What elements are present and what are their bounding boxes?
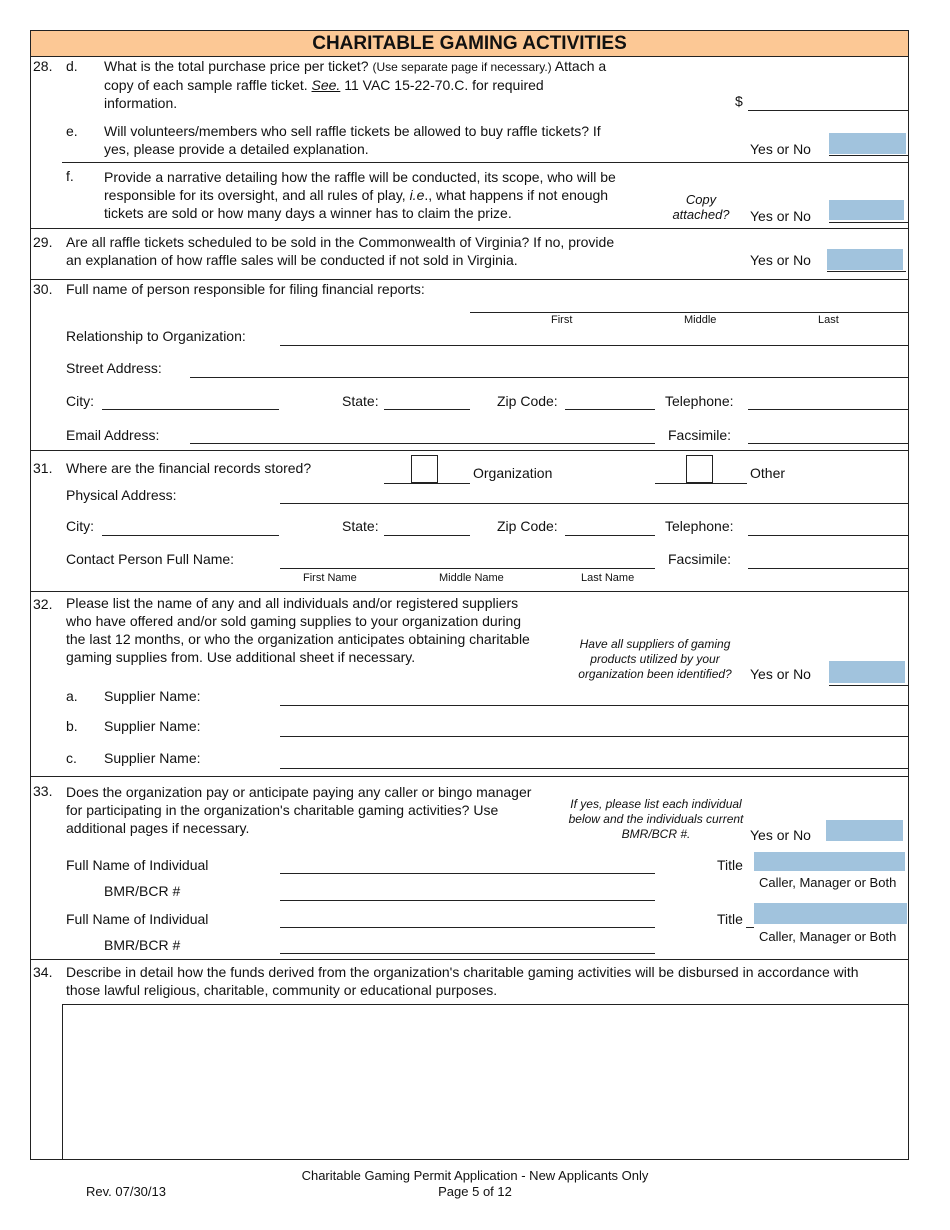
q31-number: 31.: [33, 460, 53, 476]
q28-number: 28.: [33, 58, 53, 74]
q31-facsimile-input[interactable]: [748, 568, 908, 569]
first-name-caption: First Name: [303, 572, 357, 584]
q29-yes-no-label: Yes or No: [750, 252, 811, 268]
zip-input[interactable]: [565, 409, 655, 410]
q28e-underline: [829, 155, 908, 156]
individual-2-input[interactable]: [280, 927, 655, 928]
divider: [30, 959, 909, 960]
supplier-a-letter: a.: [66, 688, 78, 704]
bmr-1-label: BMR/BCR #: [104, 883, 181, 899]
q32-question: Please list the name of any and all individuals and/or registered suppliers who have offered and/or sold gaming supplies to your organization during the last 12 months, or who the organization anticipates obtaining charitable gaming supplies from. Use additional sheet if necessary.: [66, 595, 530, 665]
q34-answer-box[interactable]: [62, 1004, 909, 1160]
state-label: State:: [342, 393, 379, 409]
q32-yes-no-label: Yes or No: [750, 666, 811, 682]
q31-state-label: State:: [342, 518, 379, 534]
individual-1-label: Full Name of Individual: [66, 857, 209, 873]
q33-yes-no-field[interactable]: [826, 820, 903, 841]
q30-number: 30.: [33, 281, 53, 297]
organization-underline: [384, 483, 470, 484]
q28e-question: Will volunteers/members who sell raffle tickets be allowed to buy raffle tickets? If yes, please provide a detailed explanation.: [104, 123, 601, 157]
q28e-yes-no-label: Yes or No: [750, 141, 811, 157]
zip-label: Zip Code:: [497, 393, 558, 409]
relationship-input[interactable]: [280, 345, 908, 346]
dollar-sign: $: [735, 93, 743, 109]
supplier-c-input[interactable]: [280, 768, 908, 769]
individual-2-label: Full Name of Individual: [66, 911, 209, 927]
last-name-caption: Last Name: [581, 572, 635, 584]
q28e-yes-no-field[interactable]: [829, 133, 906, 154]
q32-yes-no-field[interactable]: [829, 661, 905, 683]
q31-telephone-label: Telephone:: [665, 518, 734, 534]
q31-telephone-input[interactable]: [748, 535, 908, 536]
page-number: Page 5 of 12: [438, 1184, 512, 1199]
telephone-label: Telephone:: [665, 393, 734, 409]
q33-number: 33.: [33, 783, 53, 799]
q28f-yes-no-label: Yes or No: [750, 208, 811, 224]
q29-yes-no-field[interactable]: [827, 249, 903, 270]
q31-city-input[interactable]: [102, 535, 279, 536]
email-label: Email Address:: [66, 427, 160, 443]
first-caption: First: [551, 314, 573, 326]
organization-checkbox[interactable]: [411, 455, 438, 483]
middle-caption: Middle: [684, 314, 717, 326]
q32-underline: [829, 685, 908, 686]
bmr-2-input[interactable]: [280, 953, 655, 954]
physical-address-input[interactable]: [280, 503, 908, 504]
q28f-underline: [829, 222, 908, 223]
supplier-b-letter: b.: [66, 718, 78, 734]
facsimile-input[interactable]: [748, 443, 908, 444]
facsimile-label: Facsimile:: [668, 427, 732, 443]
title-1-label: Title: [717, 857, 743, 873]
supplier-a-label: Supplier Name:: [104, 688, 201, 704]
supplier-b-label: Supplier Name:: [104, 718, 201, 734]
responsible-name-input[interactable]: [470, 312, 908, 313]
city-label: City:: [66, 393, 94, 409]
q28e-letter: e.: [66, 123, 78, 139]
footer-title: Charitable Gaming Permit Application - New Applicants Only: [301, 1168, 649, 1183]
divider: [30, 450, 909, 451]
ticket-price-input[interactable]: [748, 110, 908, 111]
physical-address-label: Physical Address:: [66, 487, 177, 503]
middle-name-caption: Middle Name: [439, 572, 504, 584]
bmr-1-input[interactable]: [280, 900, 655, 901]
other-underline: [655, 483, 747, 484]
q31-zip-input[interactable]: [565, 535, 655, 536]
relationship-label: Relationship to Organization:: [66, 328, 246, 344]
copy-attached-note: Copy attached?: [672, 192, 730, 222]
title-1-field[interactable]: [754, 852, 905, 871]
q33-note: If yes, please list each individual below and the individuals current BMR/BCR #.: [568, 797, 744, 841]
other-checkbox[interactable]: [686, 455, 713, 483]
divider: [30, 228, 909, 229]
divider: [30, 591, 909, 592]
q31-city-label: City:: [66, 518, 94, 534]
q30-question: Full name of person responsible for filing financial reports:: [66, 281, 425, 297]
q28f-question: Provide a narrative detailing how the raffle will be conducted, its scope, who will be responsible for its oversight, and all rules of play, i.e., what happens if not enough tickets are sold or how many days a winner has to claim the prize.: [104, 169, 616, 221]
q28f-letter: f.: [66, 168, 74, 184]
telephone-input[interactable]: [748, 409, 908, 410]
q31-zip-label: Zip Code:: [497, 518, 558, 534]
divider: [30, 279, 909, 280]
revision-date: Rev. 07/30/13: [86, 1184, 166, 1199]
contact-person-label: Contact Person Full Name:: [66, 551, 235, 567]
q31-question: Where are the financial records stored?: [66, 460, 312, 476]
individual-1-input[interactable]: [280, 873, 655, 874]
supplier-a-input[interactable]: [280, 705, 908, 706]
title-2-caption: Caller, Manager or Both: [759, 929, 897, 944]
title-2-label: Title: [717, 911, 743, 927]
street-address-input[interactable]: [190, 377, 908, 378]
email-input[interactable]: [190, 443, 655, 444]
supplier-c-letter: c.: [66, 750, 77, 766]
section-title: CHARITABLE GAMING ACTIVITIES: [30, 30, 909, 57]
q32-note: Have all suppliers of gaming products utilized by your organization been identified?: [578, 637, 732, 681]
q29-number: 29.: [33, 234, 53, 250]
divider: [30, 776, 909, 777]
title-1-caption: Caller, Manager or Both: [759, 875, 897, 890]
q33-yes-no-label: Yes or No: [750, 827, 811, 843]
q29-question: Are all raffle tickets scheduled to be sold in the Commonwealth of Virginia? If no, provide an explanation of how raffle sales will be conducted if not sold in Virginia.: [66, 234, 615, 268]
supplier-c-label: Supplier Name:: [104, 750, 201, 766]
q33-question: Does the organization pay or anticipate paying any caller or bingo manager for participating in the organization's charitable gaming activities? Use additional pages if necessary.: [66, 784, 532, 836]
city-input[interactable]: [102, 409, 279, 410]
street-address-label: Street Address:: [66, 360, 162, 376]
q29-underline: [827, 271, 906, 272]
organization-label: Organization: [473, 465, 553, 481]
title-2-field[interactable]: [754, 903, 907, 924]
last-caption: Last: [818, 314, 839, 326]
q28d-letter: d.: [66, 58, 78, 74]
bmr-2-label: BMR/BCR #: [104, 937, 181, 953]
q28d-question: What is the total purchase price per ticket? (Use separate page if necessary.) Attach a copy of each sample raffle ticket. See. 11 VAC 15-22-70.C. for required information.: [104, 58, 607, 111]
divider: [62, 162, 909, 163]
state-input[interactable]: [384, 409, 470, 410]
q31-facsimile-label: Facsimile:: [668, 551, 732, 567]
title-2-tick: [746, 927, 754, 928]
q34-question: Describe in detail how the funds derived from the organization's charitable gaming activities will be disbursed in accordance with those lawful religious, charitable, community or educational purposes.: [66, 964, 859, 998]
supplier-b-input[interactable]: [280, 736, 908, 737]
q31-state-input[interactable]: [384, 535, 470, 536]
q34-number: 34.: [33, 964, 53, 980]
q28f-yes-no-field[interactable]: [829, 200, 904, 220]
other-label: Other: [750, 465, 786, 481]
contact-person-input[interactable]: [280, 568, 655, 569]
page-footer: [250, 1168, 700, 1200]
q32-number: 32.: [33, 596, 53, 612]
